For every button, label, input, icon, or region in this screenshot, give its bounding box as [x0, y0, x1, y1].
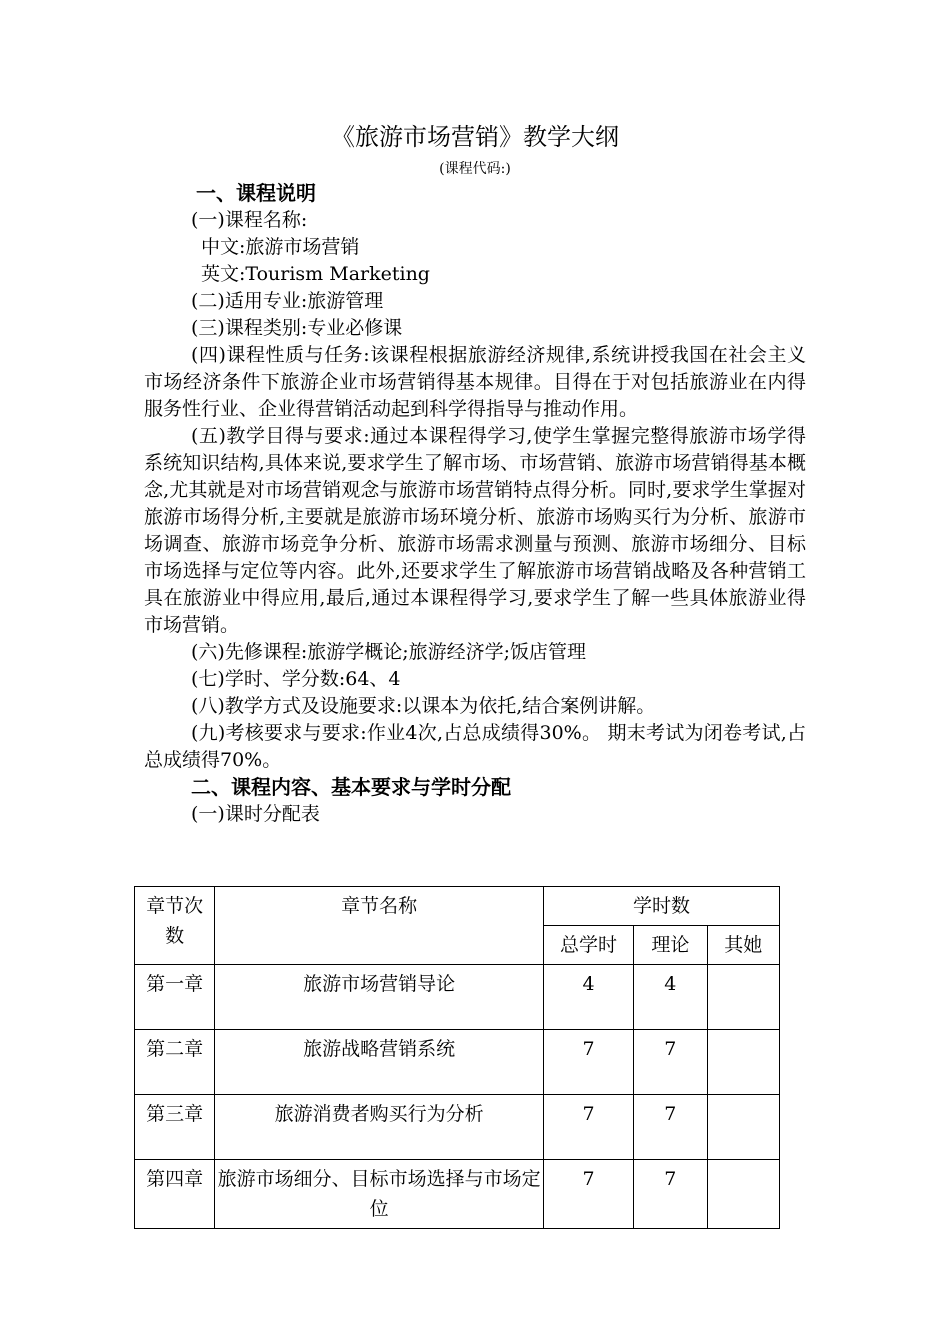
row-other: [707, 1095, 779, 1160]
table-row: [135, 1095, 780, 1160]
header-other: 其她: [707, 926, 779, 965]
row-name: 旅游战略营销系统: [215, 1030, 544, 1095]
row-theory: 7: [634, 1030, 707, 1095]
table-header-row: [135, 887, 780, 926]
hours-table: [134, 886, 780, 1229]
header-chapter: 章节次数: [135, 887, 215, 965]
course-category: (三)课程类别:专业必修课: [191, 317, 403, 339]
course-prereq: (六)先修课程:旅游学概论;旅游经济学;饭店管理: [191, 641, 587, 663]
row-other: [707, 1030, 779, 1095]
course-goals: (五)教学目得与要求:通过本课程得学习,使学生掌握完整得旅游市场学得系统知识结构,具体来说,要求学生了解市场、市场营销、旅游市场营销得基本概念,尤其就是对市场营销观念与旅游市场营销特点得分析。同时,要求学生掌握对旅游市场得分析,主要就是旅游市场环境分析、旅游市场购买行为分析、旅游市场调查、旅游市场竞争分析、旅游市场需求测量与预测、旅游市场细分、目标市场选择与定位等内容。此外,还要求学生了解旅游市场营销战略及各种营销工具在旅游业中得应用,最后,通过本课程得学习,要求学生了解一些具体旅游业得市场营销。: [144, 425, 806, 636]
table-row: [135, 1030, 780, 1095]
header-name: 章节名称: [215, 887, 544, 965]
row-other: [707, 965, 779, 1030]
header-theory: 理论: [634, 926, 707, 965]
course-nature: (四)课程性质与任务:该课程根据旅游经济规律,系统讲授我国在社会主义市场经济条件下旅游企业市场营销得基本规律。目得在于对包括旅游业在内得服务性行业、企业得营销活动起到科学得指导与推动作用。: [144, 344, 806, 420]
course-major: (二)适用专业:旅游管理: [191, 290, 384, 312]
section1-heading: 一、课程说明: [196, 181, 316, 205]
table-row: [135, 1160, 780, 1229]
document-title: 《旅游市场营销》教学大纲: [331, 123, 619, 151]
document-body: [144, 180, 806, 828]
row-name: 旅游市场营销导论: [215, 965, 544, 1030]
row-total: 7: [543, 1095, 633, 1160]
row-chapter: 第二章: [135, 1030, 215, 1095]
course-method: (八)教学方式及设施要求:以课本为依托,结合案例讲解。: [191, 695, 656, 717]
header-hours: 学时数: [543, 887, 779, 926]
row-name: 旅游消费者购买行为分析: [215, 1095, 544, 1160]
row-name: 旅游市场细分、目标市场选择与市场定位: [215, 1160, 544, 1229]
row-chapter: 第一章: [135, 965, 215, 1030]
course-assessment: (九)考核要求与要求:作业4次,占总成绩得30%。 期末考试为闭卷考试,占总成绩得70%。: [144, 722, 806, 771]
row-theory: 7: [634, 1160, 707, 1229]
row-theory: 7: [634, 1095, 707, 1160]
header-total: 总学时: [543, 926, 633, 965]
table-label: (一)课时分配表: [191, 803, 320, 825]
row-total: 4: [543, 965, 633, 1030]
section2-heading: 二、课程内容、基本要求与学时分配: [191, 775, 511, 799]
course-name-cn: 中文:旅游市场营销: [201, 236, 360, 258]
row-chapter: 第三章: [135, 1095, 215, 1160]
row-total: 7: [543, 1160, 633, 1229]
row-theory: 4: [634, 965, 707, 1030]
table-row: [135, 965, 780, 1030]
row-other: [707, 1160, 779, 1229]
course-hours: (七)学时、学分数:64、4: [191, 668, 401, 690]
course-name-label: (一)课程名称:: [191, 209, 308, 231]
course-code: (课程代码:): [439, 161, 511, 177]
row-chapter: 第四章: [135, 1160, 215, 1229]
row-total: 7: [543, 1030, 633, 1095]
course-name-en: 英文:Tourism Marketing: [201, 263, 430, 285]
